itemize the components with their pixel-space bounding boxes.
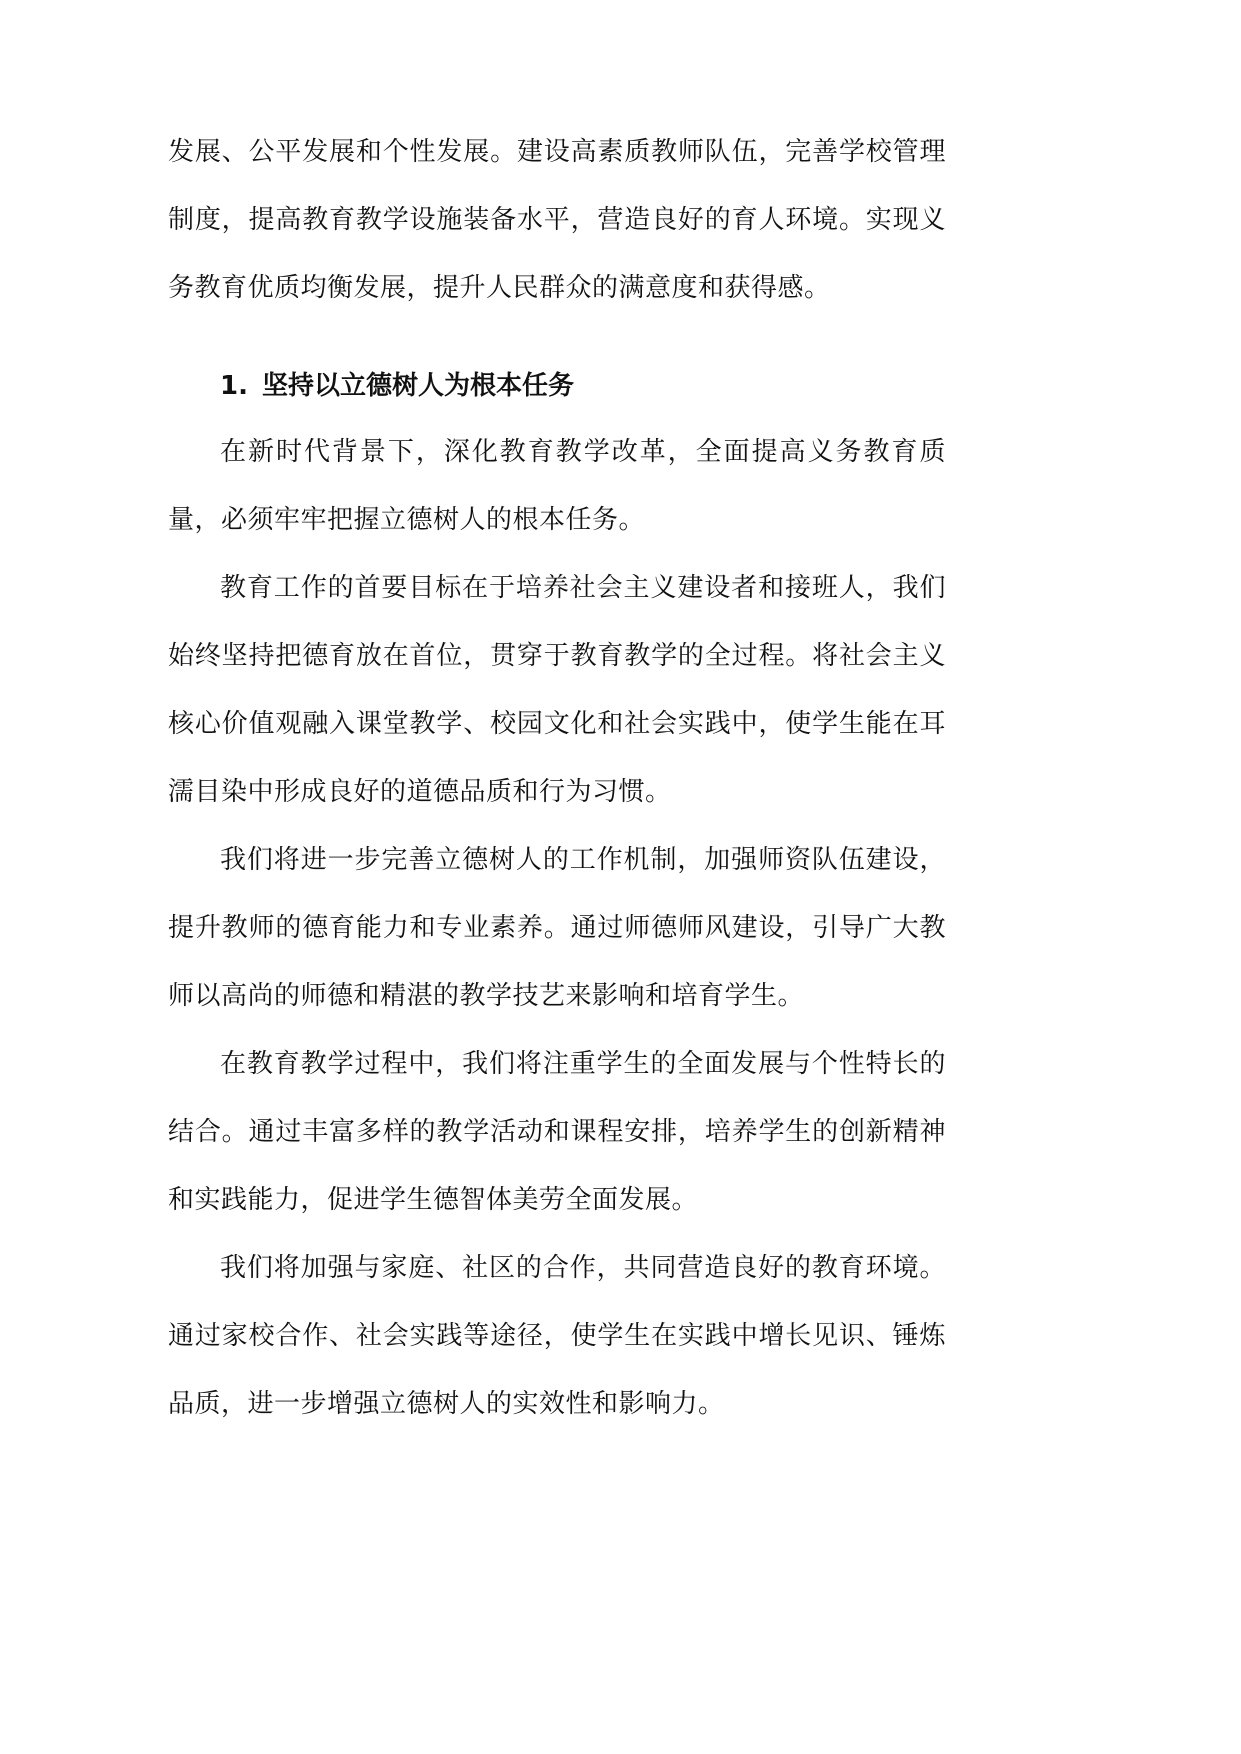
paragraph-intro: 在新时代背景下，深化教育教学改革，全面提高义务教育质量，必须牢牢把握立德树人的根本任务。 (168, 437, 946, 535)
paragraph-teachers: 我们将进一步完善立德树人的工作机制，加强师资队伍建设，提升教师的德育能力和专业素养。通过师德师风建设，引导广大教师以高尚的师德和精湛的教学技艺来影响和培育学生。 (168, 845, 946, 1011)
paragraph-continuation: 发展、公平发展和个性发展。建设高素质教师队伍，完善学校管理制度，提高教育教学设施装备水平，营造良好的育人环境。实现义务教育优质均衡发展，提升人民群众的满意度和获得感。 (168, 137, 946, 303)
section-number: 1. (220, 371, 248, 401)
section-title: 坚持以立德树人为根本任务 (261, 371, 574, 401)
paragraph-goal: 教育工作的首要目标在于培养社会主义建设者和接班人，我们始终坚持把德育放在首位，贯穿于教育教学的全过程。将社会主义核心价值观融入课堂教学、校园文化和社会实践中，使学生能在耳濡目染中形成良好的道德品质和行为习惯。 (168, 573, 946, 807)
paragraph-cooperation: 我们将加强与家庭、社区的合作，共同营造良好的教育环境。通过家校合作、社会实践等途径，使学生在实践中增长见识、锤炼品质，进一步增强立德树人的实效性和影响力。 (168, 1253, 946, 1419)
paragraph-development: 在教育教学过程中，我们将注重学生的全面发展与个性特长的结合。通过丰富多样的教学活动和课程安排，培养学生的创新精神和实践能力，促进学生德智体美劳全面发展。 (168, 1049, 946, 1215)
section-heading (220, 352, 574, 420)
